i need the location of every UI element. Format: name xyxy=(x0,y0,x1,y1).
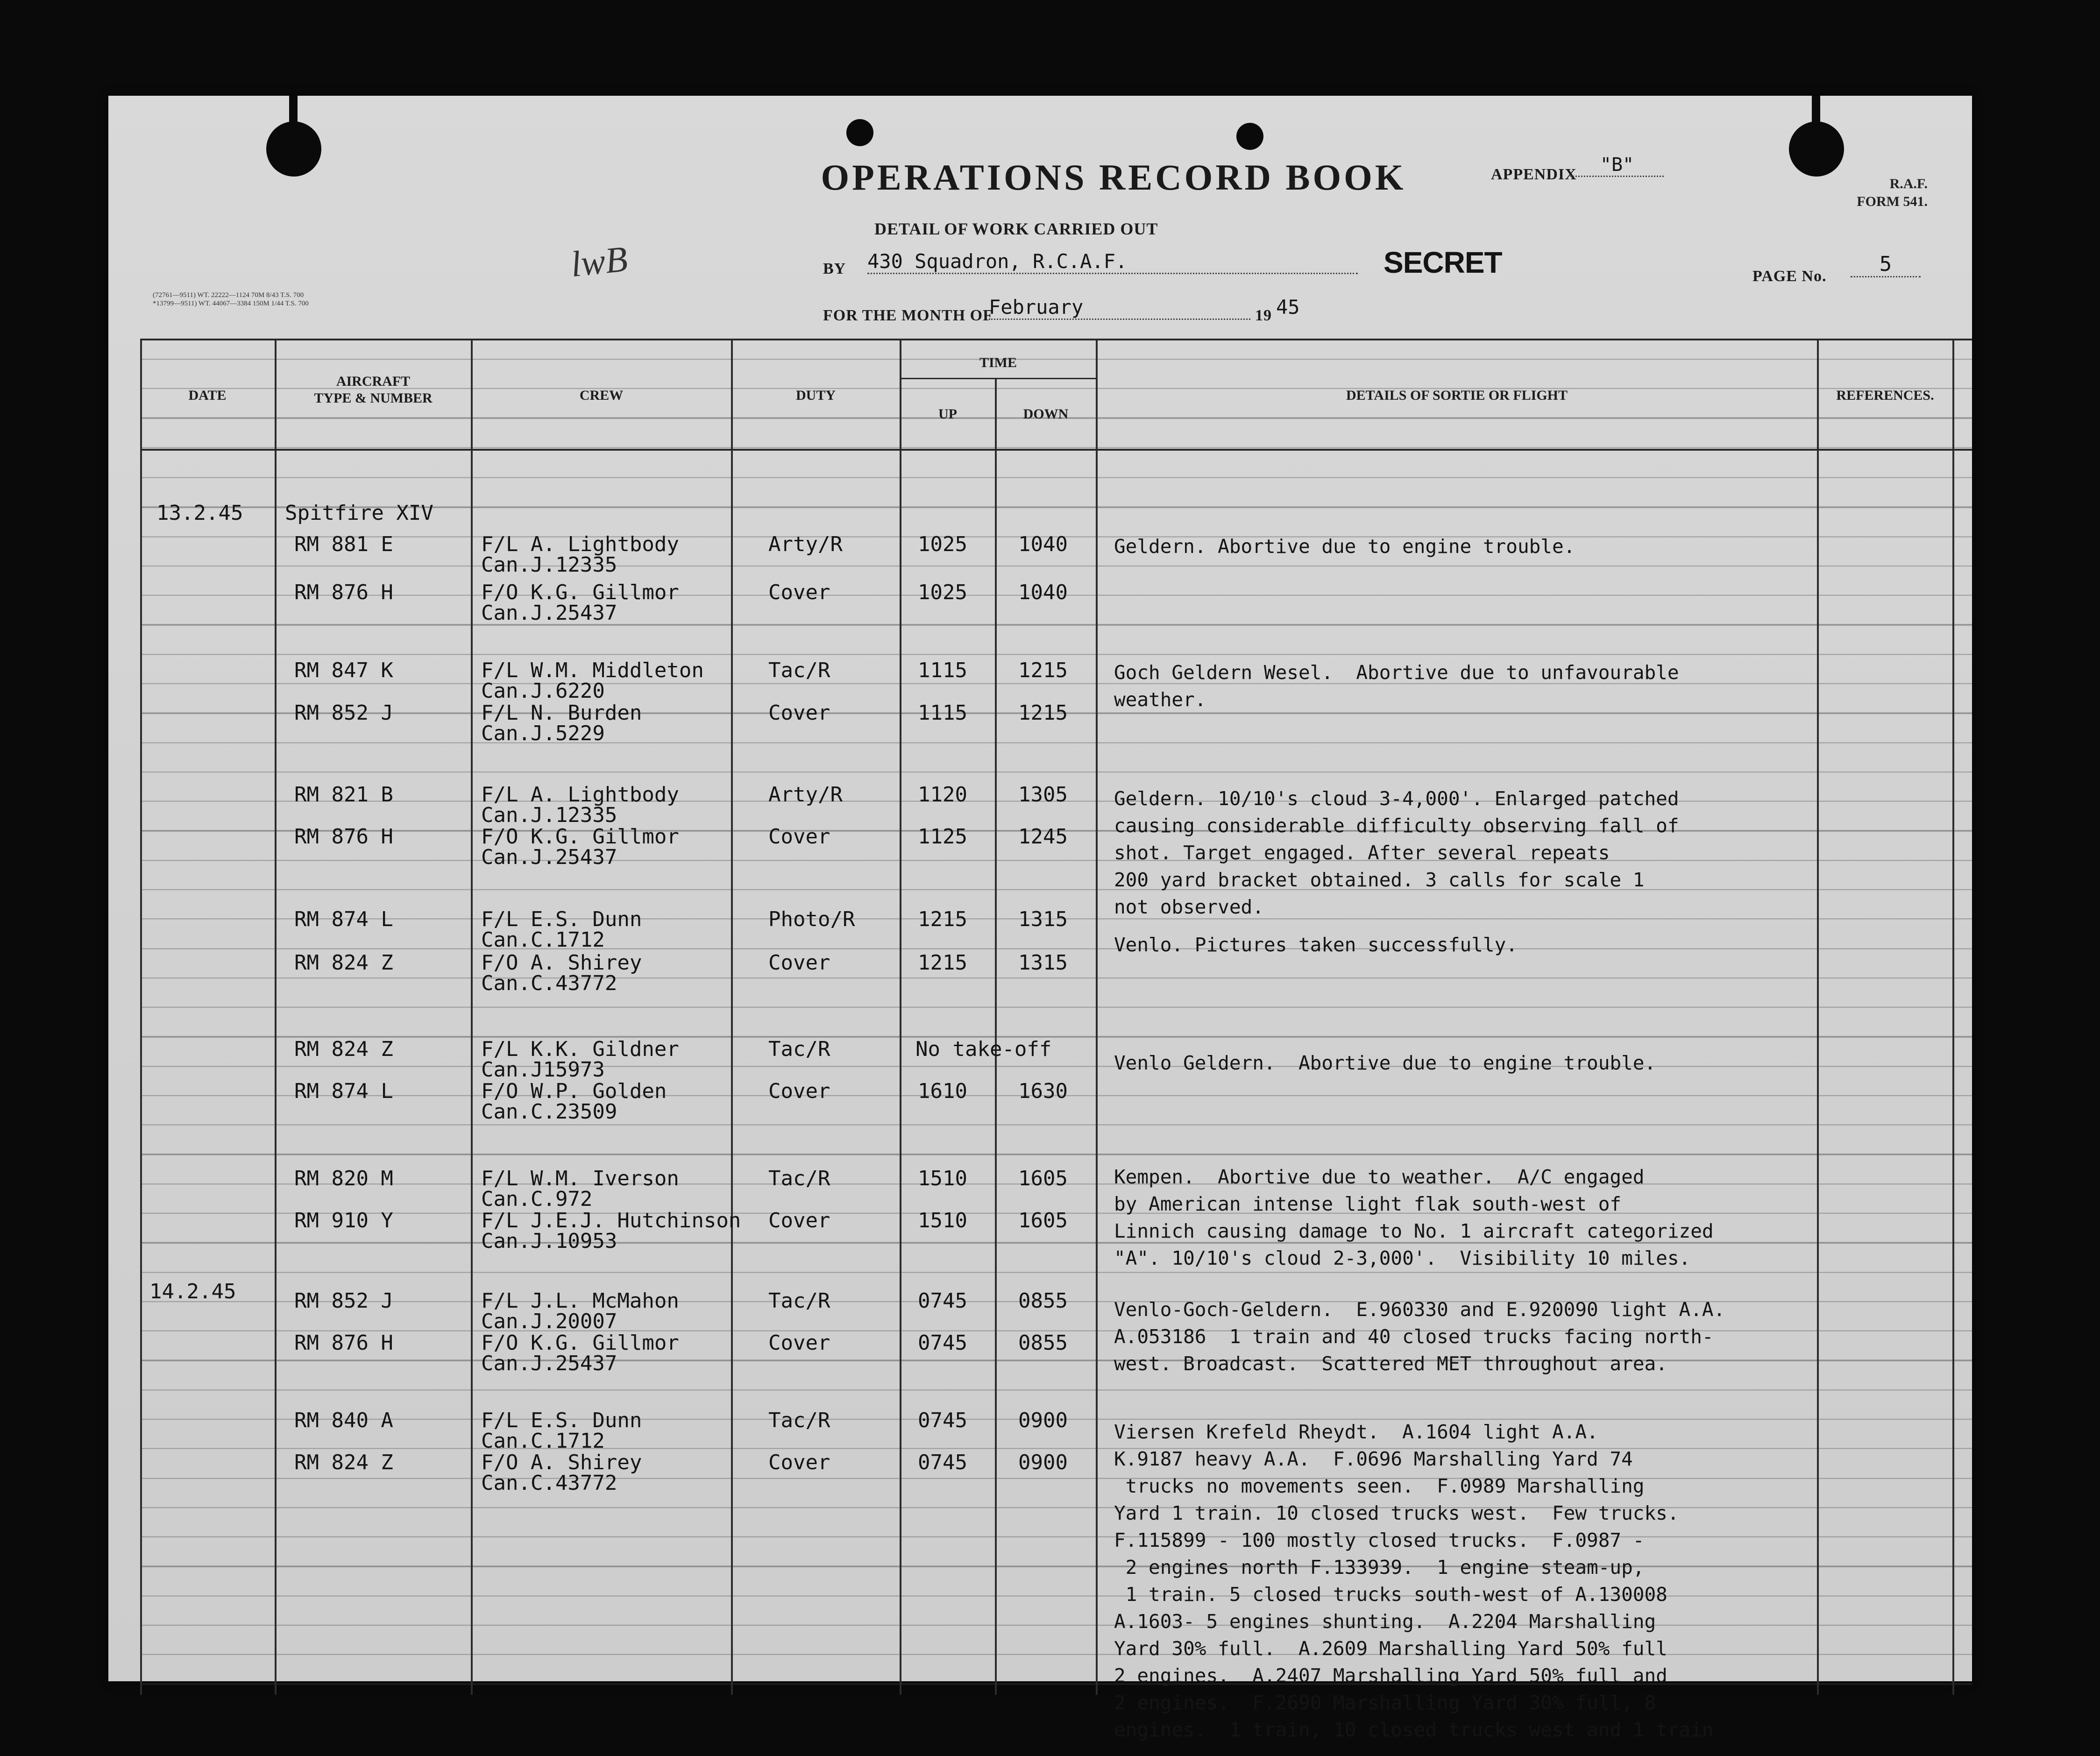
time-down: 1215 xyxy=(1018,658,1068,682)
crew-name: F/L E.S. Dunn xyxy=(481,907,642,931)
aircraft-number: RM 820 M xyxy=(294,1167,393,1190)
crew-name: F/L J.E.J. Hutchinson xyxy=(481,1209,741,1232)
time-down: 1630 xyxy=(1018,1079,1068,1103)
time-down: 1605 xyxy=(1018,1209,1068,1232)
crew-name: F/O A. Shirey xyxy=(481,951,642,975)
page-label: PAGE No. xyxy=(1752,268,1827,285)
duty: Cover xyxy=(768,1079,830,1103)
col-rule xyxy=(1952,340,1954,1695)
binder-tab-left xyxy=(289,96,298,152)
duty: Photo/R xyxy=(768,907,855,931)
date-cell-14-2-45: 14.2.45 xyxy=(149,1280,236,1303)
time-down: 1245 xyxy=(1018,825,1068,849)
document-page xyxy=(108,96,1972,1741)
crew-service-number: Can.J.12335 xyxy=(481,553,617,577)
aircraft-number: RM 874 L xyxy=(294,907,393,931)
time-up: 1610 xyxy=(918,1079,967,1103)
time-down: 0900 xyxy=(1018,1409,1068,1432)
record-table xyxy=(140,339,1972,1741)
time-down: 0900 xyxy=(1018,1451,1068,1474)
month-label: FOR THE MONTH OF xyxy=(823,307,993,324)
appendix-label: APPENDIX xyxy=(1491,166,1577,183)
crew-name: F/L A. Lightbody xyxy=(481,783,679,807)
time-down: 1215 xyxy=(1018,701,1068,725)
time-up: 1120 xyxy=(918,783,967,807)
aircraft-number: RM 821 B xyxy=(294,783,393,807)
duty: Cover xyxy=(768,701,830,725)
details-block: Geldern. 10/10's cloud 3-4,000'. Enlarged patched causing considerable difficulty observing fall of shot. Target engaged. After several repeats 200 yard bracket obtained. 3 calls for scale 1 not observed. xyxy=(1114,787,1679,918)
crew-name: F/L N. Burden xyxy=(481,701,642,725)
time-up: 0745 xyxy=(918,1409,967,1432)
by-label: BY xyxy=(823,260,846,277)
binder-tab-right xyxy=(1812,96,1820,152)
time-up: 1025 xyxy=(918,581,967,604)
time-up: 1115 xyxy=(918,701,967,725)
time-rule xyxy=(900,378,1096,379)
duty: Cover xyxy=(768,1331,830,1355)
crew-service-number: Can.J.25437 xyxy=(481,845,617,869)
duty: Tac/R xyxy=(768,1167,830,1190)
time-up: 1215 xyxy=(918,951,967,975)
duty: Cover xyxy=(768,1451,830,1474)
time-up: 1215 xyxy=(918,907,967,931)
crew-name: F/O A. Shirey xyxy=(481,1451,642,1474)
col-rule xyxy=(1096,340,1098,1695)
col-down: DOWN xyxy=(1023,406,1069,422)
secret-stamp: SECRET xyxy=(1383,246,1502,279)
col-references: REFERENCES. xyxy=(1836,388,1934,403)
col-rule xyxy=(471,340,473,1695)
crew-service-number: Can.C.43772 xyxy=(481,1471,617,1495)
time-down: 1040 xyxy=(1018,532,1068,556)
details-block: Venlo. Pictures taken successfully. xyxy=(1114,934,1518,956)
col-aircraft-line2: TYPE & NUMBER xyxy=(314,390,433,406)
crew-service-number: Can.C.972 xyxy=(481,1187,593,1211)
form-id-line1: R.A.F. xyxy=(1889,176,1928,191)
time-down: 1040 xyxy=(1018,581,1068,604)
col-time: TIME xyxy=(979,355,1017,370)
binder-hole-center xyxy=(846,119,873,146)
form-id xyxy=(1857,175,1928,211)
col-aircraft xyxy=(276,373,471,407)
details-block: Viersen Krefeld Rheydt. A.1604 light A.A. K.9187 heavy A.A. F.0696 Marshalling Yard 74 trucks no movements seen. F.0989 Marshalling Yard 1 train. 10 closed trucks west. Few trucks. F.115899 - 100 mostly closed trucks. F.0987 - 2 engines north F.133939. 1 engine steam-up, 1 train. 5 closed trucks south-west of A.130008 A.1603- 5 engines shunting. A.2204 Marshalling Yard 30% full. A.2609 Marshalling Yard 50% full 2 engines. A.2407 Marshalling Yard 50% full and 2 engines. F.2690 Marshalling Yard 30% full, 8 engines. 1 train, 10 closed trucks west and 1 train xyxy=(1114,1421,1714,1741)
col-crew: CREW xyxy=(579,388,624,403)
aircraft-number: RM 852 J xyxy=(294,1289,393,1313)
crew-service-number: Can.J.25437 xyxy=(481,601,617,625)
col-details: DETAILS OF SORTIE OR FLIGHT xyxy=(1346,388,1568,403)
col-rule xyxy=(1817,340,1819,1695)
aircraft-number: RM 824 Z xyxy=(294,1451,393,1474)
col-rule xyxy=(731,340,733,1695)
crew-name: F/L A. Lightbody xyxy=(481,532,679,556)
crew-name: F/O K.G. Gillmor xyxy=(481,1331,679,1355)
crew-service-number: Can.C.23509 xyxy=(481,1100,617,1124)
crew-service-number: Can.J.10953 xyxy=(481,1229,617,1253)
crew-name: F/L K.K. Gildner xyxy=(481,1037,679,1061)
crew-name: F/L W.M. Middleton xyxy=(481,658,704,682)
print-codes xyxy=(153,291,309,308)
crew-service-number: Can.J.12335 xyxy=(481,803,617,827)
duty: Tac/R xyxy=(768,1409,830,1432)
time-down: 1315 xyxy=(1018,951,1068,975)
time-down: 1315 xyxy=(1018,907,1068,931)
aircraft-number: RM 847 K xyxy=(294,658,393,682)
time-up: 0745 xyxy=(918,1331,967,1355)
crew-name: F/L J.L. McMahon xyxy=(481,1289,679,1313)
details-block: Geldern. Abortive due to engine trouble. xyxy=(1114,535,1575,558)
col-rule xyxy=(900,340,901,1695)
duty: Cover xyxy=(768,581,830,604)
unit-name: 430 Squadron, R.C.A.F. xyxy=(867,250,1358,274)
crew-name: F/O K.G. Gillmor xyxy=(481,581,679,604)
duty: Tac/R xyxy=(768,658,830,682)
aircraft-number: RM 876 H xyxy=(294,825,393,849)
crew-service-number: Can.C.43772 xyxy=(481,971,617,995)
time-up: No take-off xyxy=(915,1037,1052,1061)
details-block: Kempen. Abortive due to weather. A/C engaged by American intense light flak south-west of Linnich causing damage to No. 1 aircraft categorized "A". 10/10's cloud 2-3,000'. Visibility 10 miles. xyxy=(1114,1166,1714,1269)
details-block: Venlo Geldern. Abortive due to engine trouble. xyxy=(1114,1052,1656,1074)
form-id-line2: FORM 541. xyxy=(1857,194,1928,209)
time-up: 1125 xyxy=(918,825,967,849)
aircraft-number: RM 824 Z xyxy=(294,1037,393,1061)
aircraft-number: RM 881 E xyxy=(294,532,393,556)
time-up: 1115 xyxy=(918,658,967,682)
col-date: DATE xyxy=(188,388,227,403)
time-down: 0855 xyxy=(1018,1331,1068,1355)
header-rule xyxy=(140,449,1972,451)
crew-service-number: Can.J.20007 xyxy=(481,1310,617,1333)
aircraft-number: RM 852 J xyxy=(294,701,393,725)
col-up: UP xyxy=(938,406,957,422)
date-cell-13-2-45: 13.2.45 xyxy=(156,501,243,525)
time-up: 0745 xyxy=(918,1289,967,1313)
aircraft-number: RM 910 Y xyxy=(294,1209,393,1232)
year-value: 45 xyxy=(1276,296,1300,319)
col-rule xyxy=(140,340,142,1695)
appendix-value: "B" xyxy=(1570,154,1664,177)
crew-name: F/O K.G. Gillmor xyxy=(481,825,679,849)
page-number: 5 xyxy=(1851,252,1921,277)
duty: Cover xyxy=(768,825,830,849)
aircraft-number: RM 824 Z xyxy=(294,951,393,975)
col-rule xyxy=(995,378,997,1695)
time-up: 1510 xyxy=(918,1209,967,1232)
print-code-1: (72761—9511) WT. 22222—1124 70M 8/43 T.S. 700 xyxy=(153,291,304,299)
page-title: OPERATIONS RECORD BOOK xyxy=(821,157,1406,198)
time-down: 0855 xyxy=(1018,1289,1068,1313)
year-prefix: 19 xyxy=(1255,307,1272,324)
time-up: 1510 xyxy=(918,1167,967,1190)
time-up: 0745 xyxy=(918,1451,967,1474)
time-up: 1025 xyxy=(918,532,967,556)
aircraft-number: RM 876 H xyxy=(294,1331,393,1355)
crew-service-number: Can.J.6220 xyxy=(481,679,605,703)
binder-hole-right-center xyxy=(1236,123,1263,150)
crew-name: F/O W.P. Golden xyxy=(481,1079,667,1103)
handwritten-mark: lwB xyxy=(568,238,630,285)
time-down: 1605 xyxy=(1018,1167,1068,1190)
col-rule xyxy=(275,340,277,1695)
print-code-2: *13799—9511) WT. 44067—3384 150M 1/44 T.S. 700 xyxy=(153,300,309,307)
duty: Tac/R xyxy=(768,1289,830,1313)
aircraft-number: RM 876 H xyxy=(294,581,393,604)
aircraft-number: RM 840 A xyxy=(294,1409,393,1432)
duty: Cover xyxy=(768,951,830,975)
crew-service-number: Can.C.1712 xyxy=(481,1429,605,1453)
crew-name: F/L W.M. Iverson xyxy=(481,1167,679,1190)
crew-service-number: Can.J15973 xyxy=(481,1058,605,1082)
month-value: February xyxy=(989,296,1250,320)
crew-service-number: Can.C.1712 xyxy=(481,928,605,952)
time-down: 1305 xyxy=(1018,783,1068,807)
duty: Arty/R xyxy=(768,532,843,556)
col-aircraft-line1: AIRCRAFT xyxy=(336,374,411,389)
aircraft-number: RM 874 L xyxy=(294,1079,393,1103)
crew-service-number: Can.J.25437 xyxy=(481,1352,617,1375)
detail-line: DETAIL OF WORK CARRIED OUT xyxy=(874,220,1158,238)
col-duty: DUTY xyxy=(795,388,836,403)
crew-service-number: Can.J.5229 xyxy=(481,722,605,745)
aircraft-type: Spitfire XIV xyxy=(285,501,433,525)
details-block: Goch Geldern Wesel. Abortive due to unfavourable weather. xyxy=(1114,661,1679,711)
duty: Cover xyxy=(768,1209,830,1232)
duty: Arty/R xyxy=(768,783,843,807)
duty: Tac/R xyxy=(768,1037,830,1061)
crew-name: F/L E.S. Dunn xyxy=(481,1409,642,1432)
details-block: Venlo-Goch-Geldern. E.960330 and E.920090 light A.A. A.053186 1 train and 40 closed trucks facing north- west. Broadcast. Scattered MET throughout area. xyxy=(1114,1298,1725,1375)
